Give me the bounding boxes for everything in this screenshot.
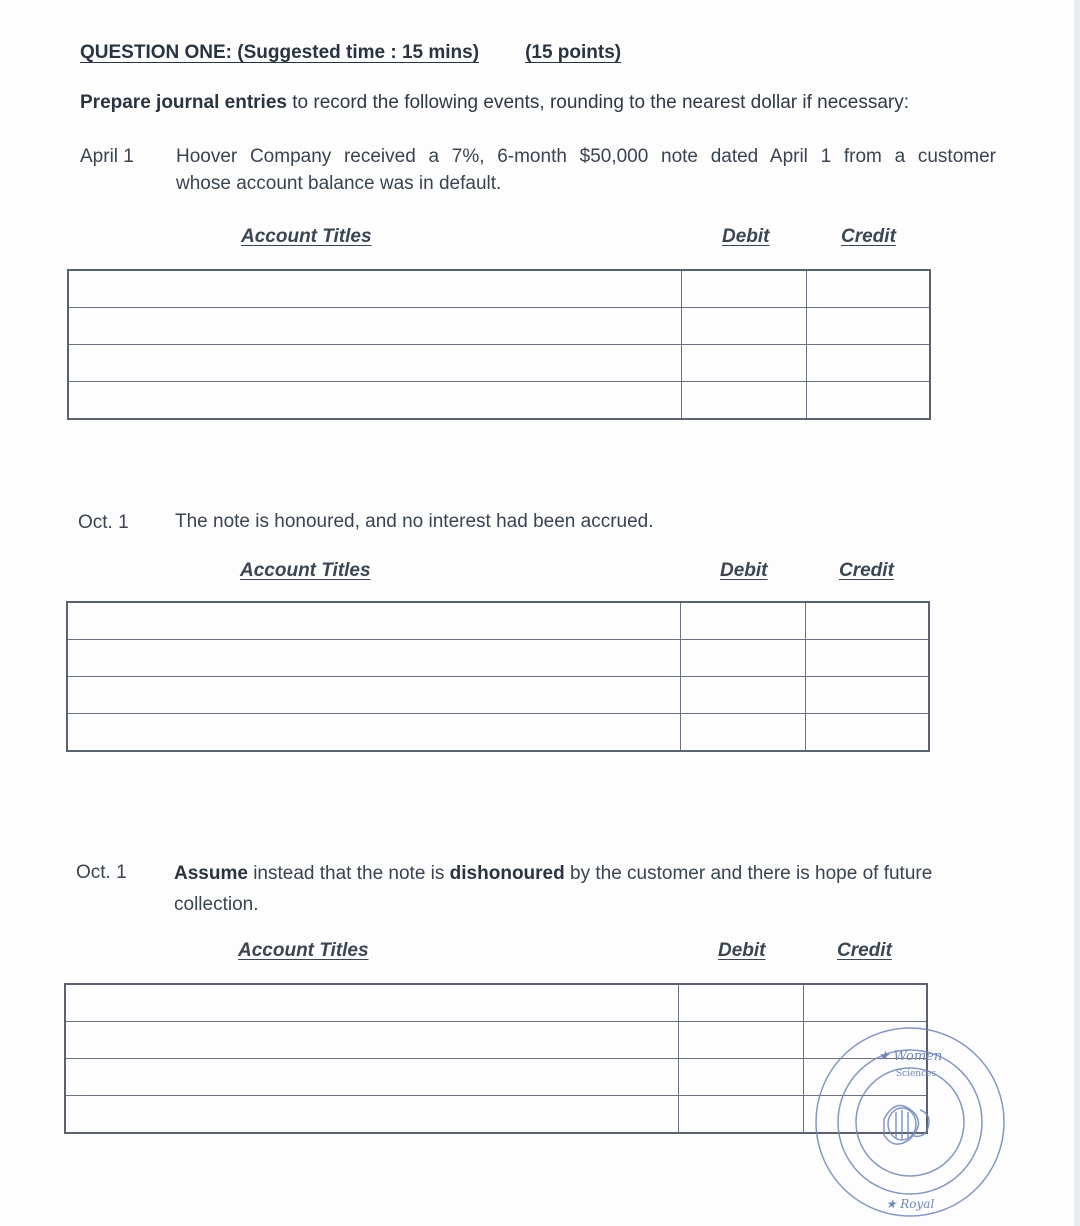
table-row (65, 984, 927, 1022)
table-row (68, 308, 930, 345)
credit-cell[interactable] (806, 602, 930, 640)
event-3-text (174, 858, 932, 920)
event-3-header-debit: Debit (718, 940, 766, 961)
svg-text:★ Royal: ★ Royal (885, 1197, 935, 1211)
credit-cell[interactable] (804, 984, 928, 1022)
debit-cell[interactable] (679, 984, 804, 1022)
credit-cell[interactable] (806, 714, 930, 752)
credit-cell[interactable] (807, 308, 931, 345)
debit-cell[interactable] (679, 1096, 804, 1134)
event-3-date: Oct. 1 (76, 862, 127, 883)
event-1-header-debit: Debit (722, 226, 770, 247)
instruction-rest: to record the following events, rounding to the nearest dollar if necessary: (286, 92, 910, 113)
event-3-header-credit: Credit (837, 940, 892, 961)
table-row (68, 270, 930, 308)
event-2-header-account: Account Titles (240, 560, 371, 581)
event-3-bold-1: Assume (174, 863, 248, 884)
event-3-line-1 (174, 858, 932, 889)
journal-table-2 (66, 601, 930, 752)
debit-cell[interactable] (681, 602, 806, 640)
debit-cell[interactable] (682, 345, 807, 382)
event-3-mid-1: instead that the note is (247, 863, 450, 884)
event-2-header-credit: Credit (839, 560, 894, 581)
credit-cell[interactable] (807, 345, 931, 382)
account-cell[interactable] (68, 345, 682, 382)
journal-table-1 (67, 269, 931, 420)
event-1-header-credit: Credit (841, 226, 896, 247)
table-row (68, 382, 930, 420)
university-seal-stamp (812, 1024, 1008, 1220)
debit-cell[interactable] (682, 308, 807, 345)
account-cell[interactable] (67, 677, 681, 714)
event-3-header-account: Account Titles (238, 940, 369, 961)
question-title (80, 42, 621, 64)
event-1-text (176, 143, 996, 197)
credit-cell[interactable] (807, 270, 931, 308)
account-cell[interactable] (65, 1096, 679, 1134)
page-edge (1074, 0, 1080, 1226)
debit-cell[interactable] (679, 1022, 804, 1059)
table-row (67, 640, 929, 677)
question-points: (15 points) (525, 42, 622, 63)
journal-table-3 (64, 983, 928, 1134)
table-row (68, 345, 930, 382)
account-cell[interactable] (67, 640, 681, 677)
credit-cell[interactable] (806, 677, 930, 714)
event-2-header-debit: Debit (720, 560, 768, 581)
debit-cell[interactable] (681, 714, 806, 752)
event-2-date: Oct. 1 (78, 512, 129, 533)
instruction-bold: Prepare journal entries (80, 92, 287, 113)
event-3-line-2: collection. (174, 894, 259, 915)
event-1-line-2: whose account balance was in default. (176, 173, 502, 194)
event-3-bold-2: dishonoured (449, 863, 565, 884)
account-cell[interactable] (65, 1059, 679, 1096)
table-row (65, 1059, 927, 1096)
event-3-mid-2: by the customer and there is hope of future (564, 863, 933, 884)
instruction (80, 92, 909, 114)
table-row (65, 1022, 927, 1059)
debit-cell[interactable] (682, 382, 807, 420)
svg-text:Sciences: Sciences (895, 1069, 937, 1079)
event-1-date: April 1 (80, 146, 134, 167)
table-row (67, 602, 929, 640)
account-cell[interactable] (67, 714, 681, 752)
svg-text:★ Women: ★ Women (877, 1049, 943, 1064)
table-row (67, 714, 929, 752)
event-2-text: The note is honoured, and no interest had been accrued. (175, 511, 654, 532)
credit-cell[interactable] (806, 640, 930, 677)
account-cell[interactable] (68, 308, 682, 345)
event-1-line-1: Hoover Company received a 7%, 6-month $50,000 note dated April 1 from a customer (176, 146, 996, 167)
credit-cell[interactable] (807, 382, 931, 420)
table-row (65, 1096, 927, 1134)
account-cell[interactable] (65, 1022, 679, 1059)
account-cell[interactable] (68, 270, 682, 308)
account-cell[interactable] (67, 602, 681, 640)
table-row (67, 677, 929, 714)
question-title-main: QUESTION ONE: (Suggested time : 15 mins) (80, 42, 480, 63)
event-1-header-account: Account Titles (241, 226, 372, 247)
debit-cell[interactable] (679, 1059, 804, 1096)
debit-cell[interactable] (681, 677, 806, 714)
account-cell[interactable] (65, 984, 679, 1022)
debit-cell[interactable] (682, 270, 807, 308)
debit-cell[interactable] (681, 640, 806, 677)
account-cell[interactable] (68, 382, 682, 420)
